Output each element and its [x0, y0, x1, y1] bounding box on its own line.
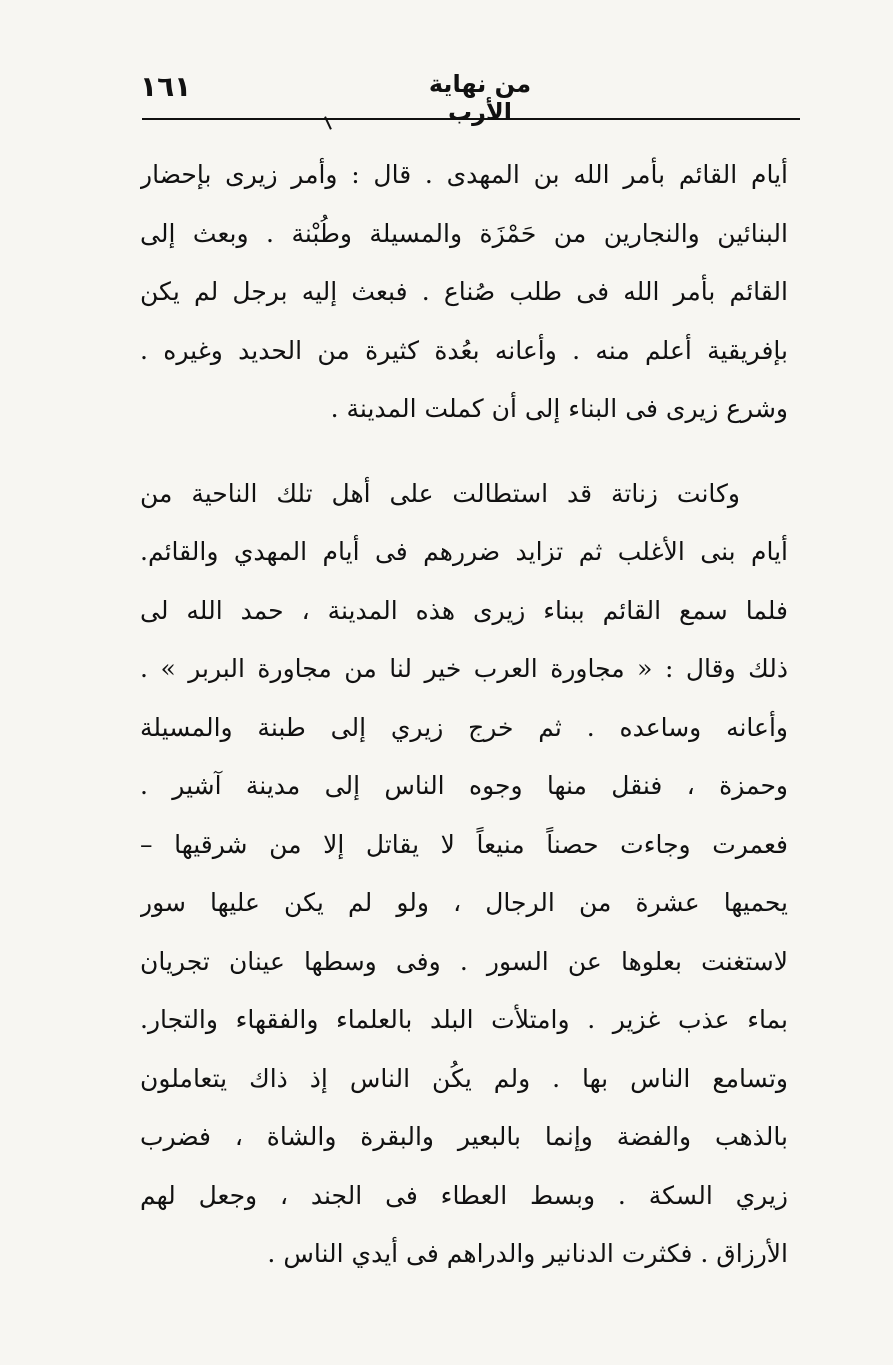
text-line: وحمزة ، فنقل منها وجوه الناس إلى مدينة آشير .	[140, 771, 788, 800]
text-line: بالذهب والفضة وإنما بالبعير والبقرة والشاة ، فضرب	[140, 1122, 788, 1151]
text-line: أيام القائم بأمر الله بن المهدى . قال : وأمر زيرى بإحضار	[140, 160, 788, 189]
text-line: وتسامع الناس بها . ولم يكُن الناس إذ ذاك يتعاملون	[140, 1063, 788, 1093]
text-line: وكانت زناتة قد استطالت على أهل تلك الناحية من	[140, 478, 740, 508]
text-line: بماء عذب غزير . وامتلأت البلد بالعلماء والفقهاء والتجار.	[140, 1005, 788, 1034]
text-line: زيري السكة . وبسط العطاء فى الجند ، وجعل لهم	[140, 1180, 788, 1210]
text-line: وشرع زيرى فى البناء إلى أن كملت المدينة .	[330, 394, 788, 423]
text-line: ذلك وقال : « مجاورة العرب خير لنا من مجاورة البربر » .	[140, 654, 788, 683]
text-line: لاستغنت بعلوها عن السور . وفى وسطها عينان تجريان	[140, 946, 788, 976]
paragraph-1	[140, 146, 788, 439]
text-line: فعمرت وجاءت حصناً منيعاً لا يقاتل إلا من شرقيها –	[140, 829, 788, 859]
page-header	[130, 66, 800, 126]
running-title: من نهاية الأرب	[428, 70, 532, 126]
paragraph-gap	[140, 439, 788, 465]
text-line: فلما سمع القائم ببناء زيرى هذه المدينة ، حمد الله لى	[140, 595, 788, 625]
text-line: وأعانه وساعده . ثم خرج زيري إلى طبنة والمسيلة	[140, 712, 788, 742]
text-line: بإفريقية أعلم منه . وأعانه بعُدة كثيرة من الحديد وغيره .	[140, 335, 788, 365]
header-rule	[142, 118, 800, 120]
paragraph-2	[140, 465, 788, 1284]
body-text	[140, 146, 788, 1284]
text-line: القائم بأمر الله فى طلب صُناع . فبعث إليه برجل لم يكن	[140, 277, 788, 306]
text-line: البنائين والنجارين من حَمْزَة والمسيلة وطُبْنة . وبعث إلى	[140, 218, 788, 248]
text-line: أيام بنى الأغلب ثم تزايد ضررهم فى أيام المهدي والقائم.	[140, 537, 788, 566]
text-line: يحميها عشرة من الرجال ، ولو لم يكن عليها سور	[140, 888, 788, 917]
text-line: الأرزاق . فكثرت الدنانير والدراهم فى أيدي الناس .	[267, 1239, 788, 1268]
page-number: ١٦١	[140, 70, 192, 103]
